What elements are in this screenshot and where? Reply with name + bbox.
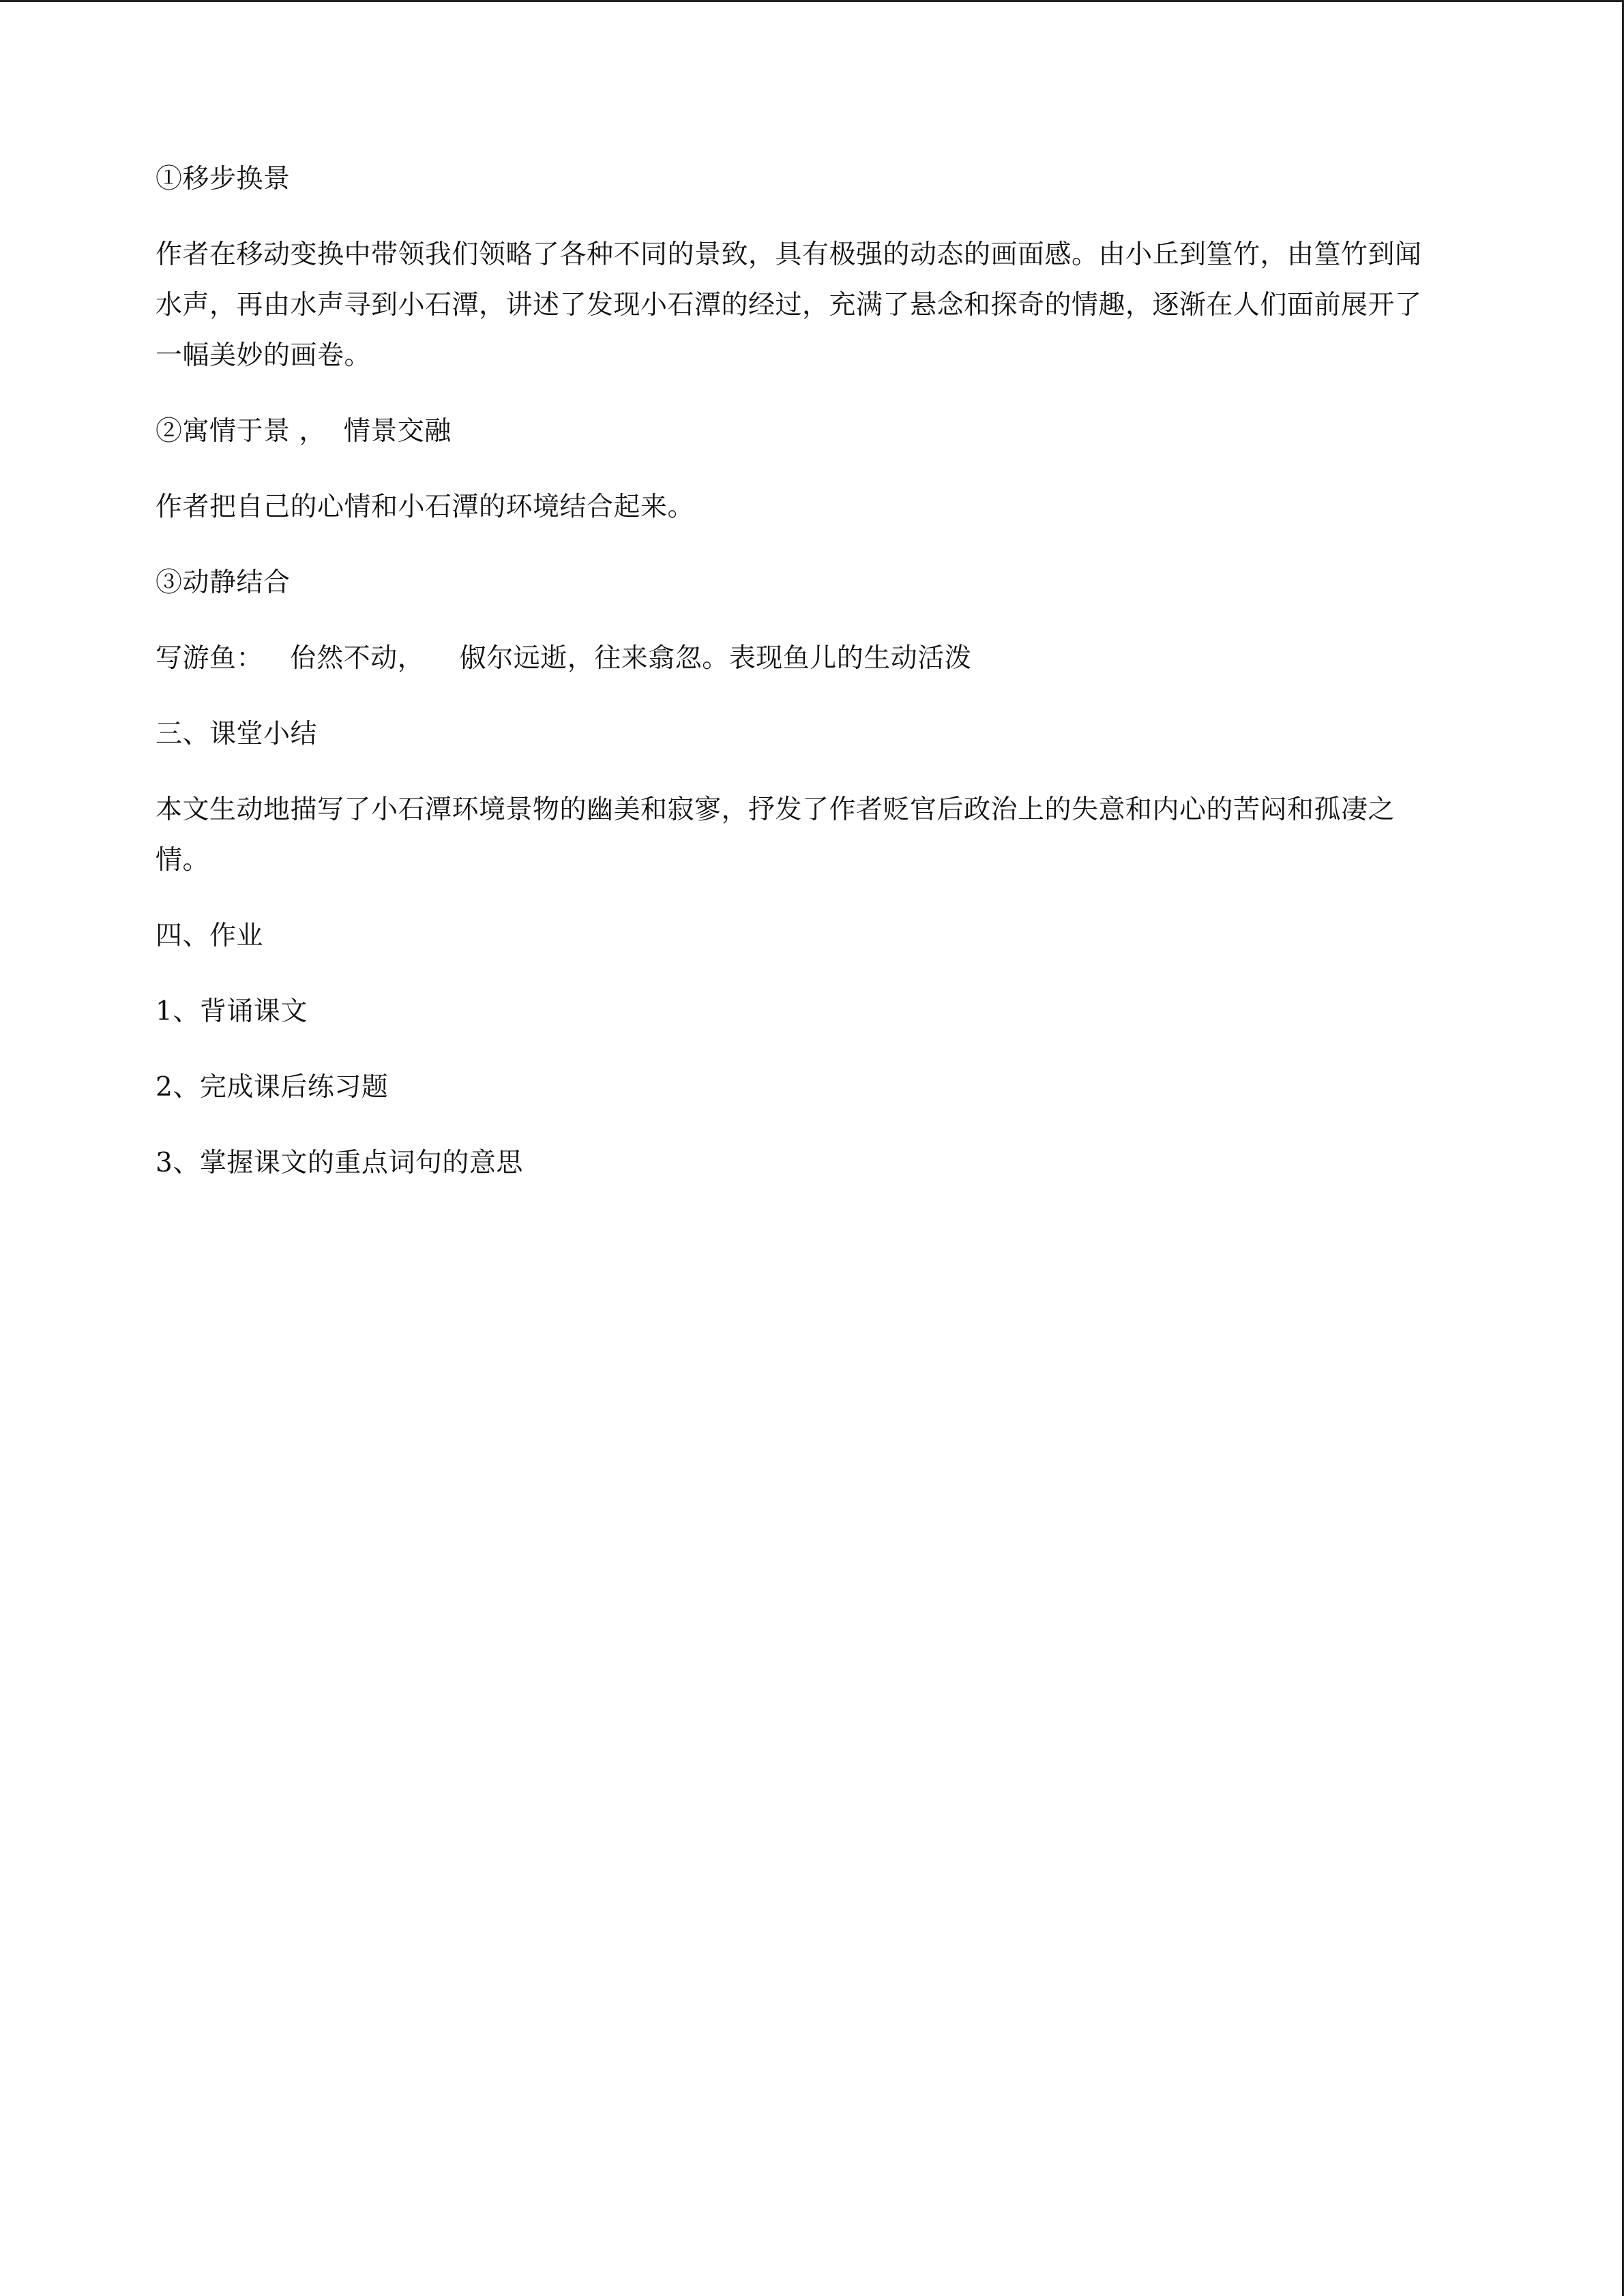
paragraph-motion-and-stillness: 写游鱼： 佁然不动， 俶尔远逝，往来翕忽。表现鱼儿的生动活泼 (156, 643, 972, 674)
page-top-border (0, 0, 1624, 2)
subheading-motion-and-stillness: ③动静结合 (156, 567, 291, 598)
section-heading-summary: 三、课堂小结 (156, 719, 318, 749)
paragraph-summary: 本文生动地描写了小石潭环境景物的幽美和寂寥，抒发了作者贬官后政治上的失意和内心的苦闷和孤凄之情。 (156, 794, 1396, 876)
document-body (156, 154, 1445, 1214)
subheading-emotion-in-scene: ②寓情于景 ， 情景交融 (156, 416, 452, 447)
paragraph-emotion-in-scene: 作者把自己的心情和小石潭的环境结合起来。 (156, 492, 695, 522)
homework-item: 2、完成课后练习题 (156, 1072, 389, 1103)
paragraph-moving-scenes: 作者在移动变换中带领我们领略了各种不同的景致，具有极强的动态的画面感。由小丘到篁竹，由篁竹到闻水声，再由水声寻到小石潭，讲述了发现小石潭的经过，充满了悬念和探奇的情趣，逐渐在人们面前展开了一幅美妙的画卷。 (156, 239, 1422, 371)
homework-item: 1、背诵课文 (156, 996, 308, 1027)
section-heading-homework: 四、作业 (156, 921, 264, 951)
homework-item: 3、掌握课文的重点词句的意思 (156, 1148, 523, 1178)
subheading-moving-scenes: ①移步换景 (156, 164, 291, 194)
